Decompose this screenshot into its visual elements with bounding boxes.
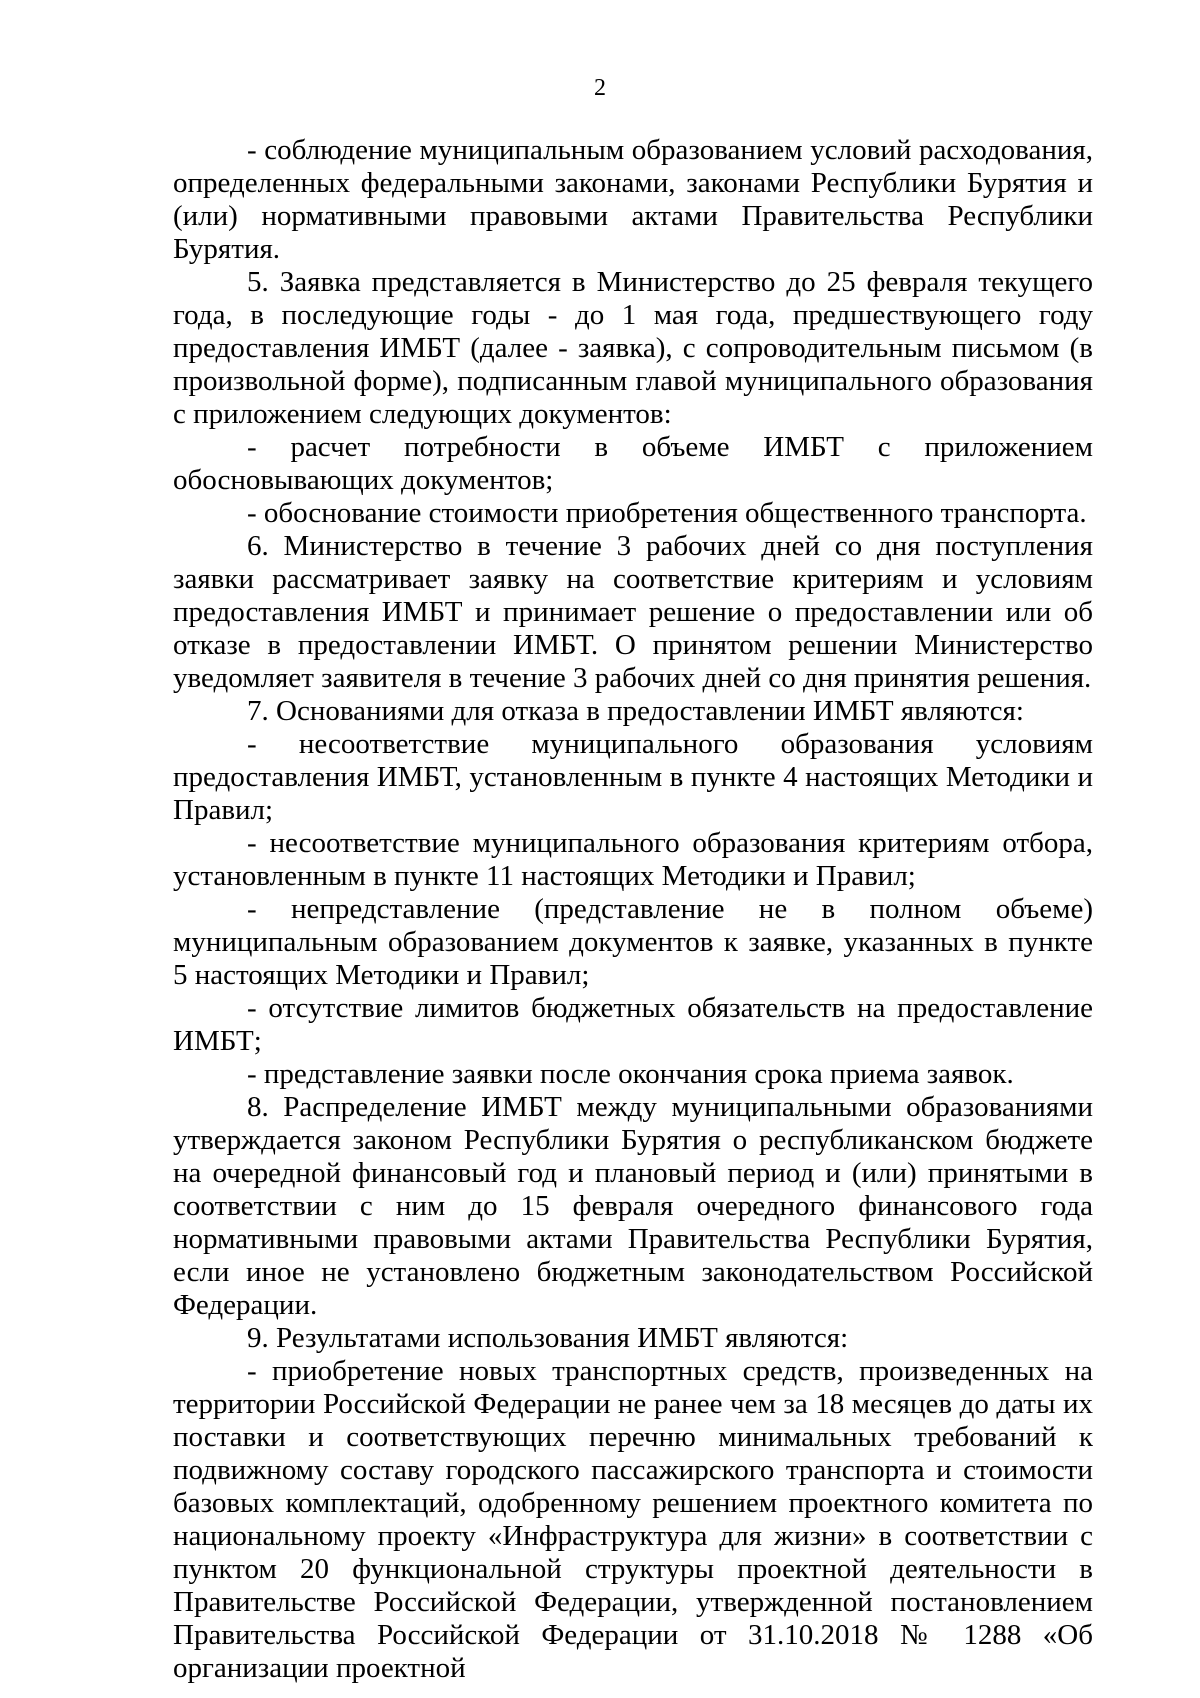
- paragraph-5-application: 5. Заявка представляется в Министерство до 25 февраля текущего года, в последующие годы - до 1 мая года, предшествующего году предоставления ИМБТ (далее - заявка), с сопроводительным письмом (в произвольной форме), подписанным главой муниципального образования с приложением следующих документов:: [173, 266, 1093, 430]
- paragraph-missing-documents: - непредставление (представление не в полном объеме) муниципальным образованием документов к заявке, указанных в пункте 5 настоящих Методики и Правил;: [173, 893, 1093, 991]
- paragraph-late-submission: - представление заявки после окончания срока приема заявок.: [247, 1058, 1014, 1090]
- page-number: 2: [594, 75, 606, 101]
- paragraph-9-results: 9. Результатами использования ИМБТ являются:: [247, 1322, 849, 1354]
- paragraph-conditions-expenditure: - соблюдение муниципальным образованием условий расходования, определенных федеральными законами, законами Республики Бурятия и (или) нормативными правовыми актами Правительства Республики Бурятия.: [173, 134, 1093, 265]
- paragraph-mismatch-conditions: - несоответствие муниципального образования условиям предоставления ИМБТ, установленным в пункте 4 настоящих Методики и Правил;: [173, 728, 1093, 826]
- paragraph-no-limits: - отсутствие лимитов бюджетных обязательств на предоставление ИМБТ;: [173, 992, 1093, 1057]
- paragraph-8-distribution: 8. Распределение ИМБТ между муниципальными образованиями утверждается законом Республики Бурятия о республиканском бюджете на очередной финансовый год и плановый период и (или) принятыми в соответствии с ним до 15 февраля очередного финансового года нормативными правовыми актами Правительства Республики Бурятия, если иное не установлено бюджетным законодательством Российской Федерации.: [173, 1091, 1093, 1321]
- paragraph-mismatch-criteria: - несоответствие муниципального образования критериям отбора, установленным в пункте 11 настоящих Методики и Правил;: [173, 827, 1093, 892]
- body-text: [173, 134, 1093, 1685]
- paragraph-needs-calculation: - расчет потребности в объеме ИМБТ с приложением обосновывающих документов;: [173, 431, 1093, 496]
- paragraph-cost-justification: - обоснование стоимости приобретения общественного транспорта.: [247, 497, 1087, 529]
- paragraph-6-review: 6. Министерство в течение 3 рабочих дней со дня поступления заявки рассматривает заявку на соответствие критериям и условиям предоставления ИМБТ и принимает решение о предоставлении или об отказе в предоставлении ИМБТ. О принятом решении Министерство уведомляет заявителя в течение 3 рабочих дней со дня принятия решения.: [173, 530, 1093, 694]
- paragraph-7-refusal-grounds: 7. Основаниями для отказа в предоставлении ИМБТ являются:: [247, 695, 1024, 727]
- paragraph-vehicle-acquisition: - приобретение новых транспортных средств, произведенных на территории Российской Федерации не ранее чем за 18 месяцев до даты их поставки и соответствующих перечню минимальных требований к подвижному составу городского пассажирского транспорта и стоимости базовых комплектаций, одобренному решением проектного комитета по национальному проекту «Инфраструктура для жизни» в соответствии с пунктом 20 функциональной структуры проектной деятельности в Правительстве Российской Федерации, утвержденной постановлением Правительства Российской Федерации от 31.10.2018 № 1288 «Об организации проектной: [173, 1355, 1093, 1684]
